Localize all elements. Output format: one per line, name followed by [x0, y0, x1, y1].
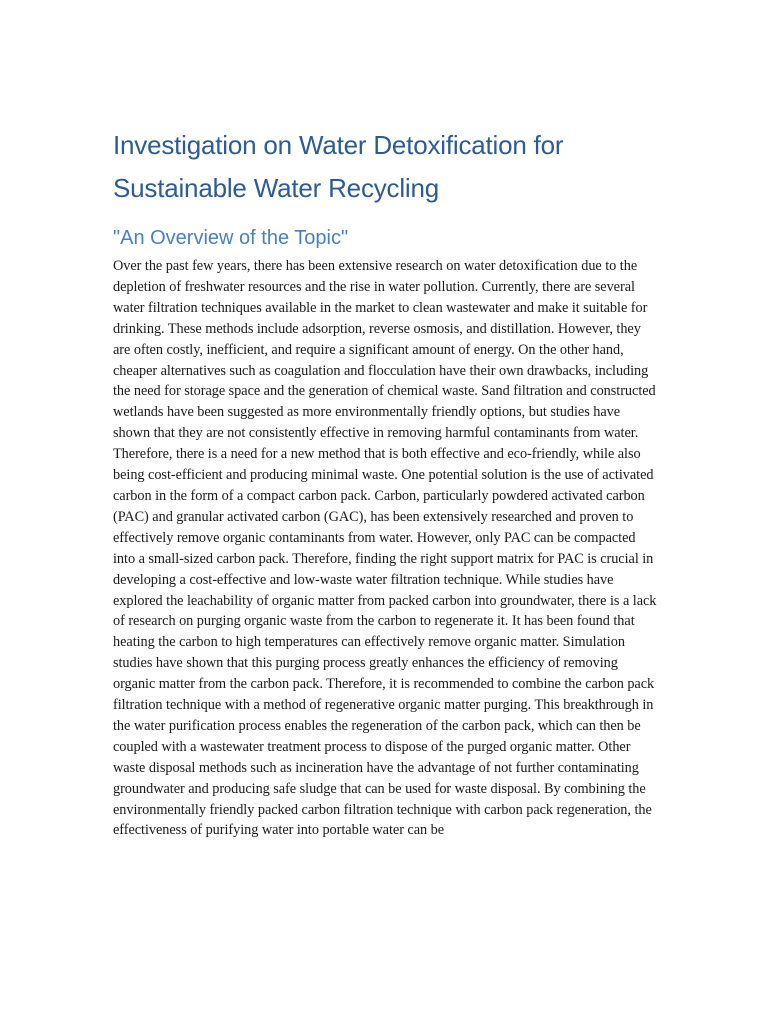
body-paragraph: Over the past few years, there has been extensive research on water detoxification due to the depletion of freshwater resources and the rise in water pollution. Currently, there are several water filtration techniques available in the market to clean wastewater and make it suitable for drinking. These methods include adsorption, reverse osmosis, and distillation. However, they are often costly, inefficient, and require a significant amount of energy. On the other hand, cheaper alternatives such as coagulation and flocculation have their own drawbacks, including the need for storage space and the generation of chemical waste. Sand filtration and constructed wetlands have been suggested as more environmentally friendly options, but studies have shown that they are not consistently effective in removing harmful contaminants from water. Therefore, there is a need for a new method that is both effective and eco-friendly, while also being cost-efficient and producing minimal waste. One potential solution is the use of activated carbon in the form of a compact carbon pack. Carbon, particularly powdered activated carbon (PAC) and granular activated carbon (GAC), has been extensively researched and proven to effectively remove organic contaminants from water. However, only PAC can be compacted into a small-sized carbon pack. Therefore, finding the right support matrix for PAC is crucial in developing a cost-effective and low-waste water filtration technique. While studies have explored the leachability of organic matter from packed carbon into groundwater, there is a lack of research on purging organic waste from the carbon to regenerate it. It has been found that heating the carbon to high temperatures can effectively remove organic matter. Simulation studies have shown that this purging process greatly enhances the efficiency of removing organic matter from the carbon pack. Therefore, it is recommended to combine the carbon pack filtration technique with a method of regenerative organic matter purging. This breakthrough in the water purification process enables the regeneration of the carbon pack, which can then be coupled with a wastewater treatment process to dispose of the purged organic matter. Other waste disposal methods such as incineration have the advantage of not further contaminating groundwater and producing safe sludge that can be used for waste disposal. By combining the environmentally friendly packed carbon filtration technique with carbon pack regeneration, the effectiveness of purifying water into portable water can be [113, 258, 657, 839]
document-title: Investigation on Water Detoxification for Sustainable Water Recycling [113, 130, 564, 203]
section-heading: "An Overview of the Topic" [113, 227, 349, 249]
